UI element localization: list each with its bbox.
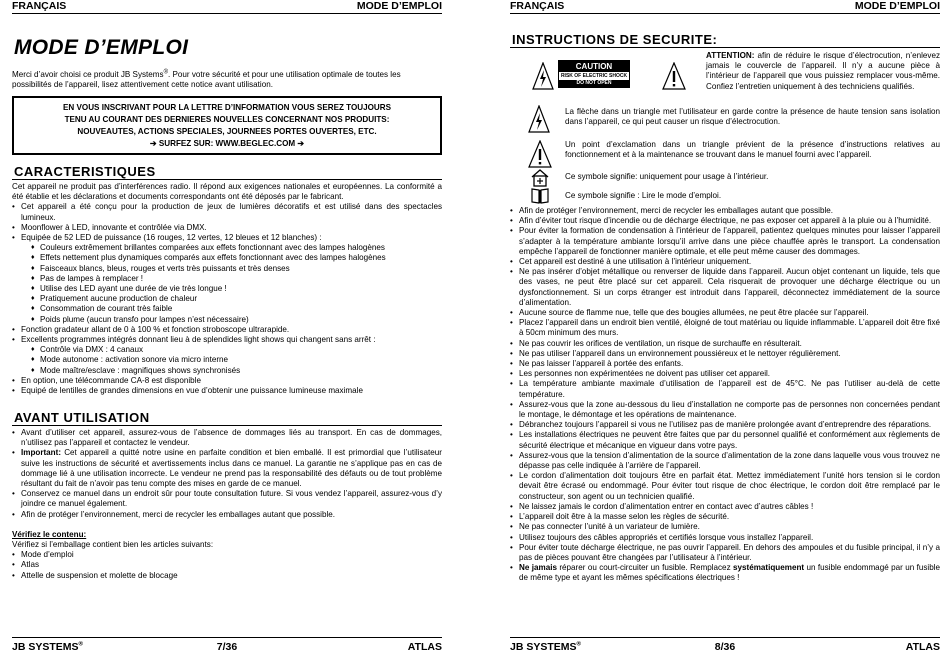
newsletter-link[interactable]: ➔ SURFEZ SUR: WWW.BEGLEC.COM ➔ [149,139,305,148]
characteristics-paragraph: Cet appareil ne produit pas d’interférences radio. Il répond aux exigences nationales et européennes. La conformité a été établie et les déclarations et documents correspondants ont été déposés par le fabricant. [12,182,442,202]
attention-text: ATTENTION: afin de réduire le risque d’électrocution, n’enlevez jamais le couvercle de l’appareil. Il n’y a aucune pièce à l’intérieur de l’appareil que vous puissiez remplacer vous-même. Confiez l’entretien uniquement à des techniciens qualifiés. [706,51,940,91]
footer-model: ATLAS [407,641,442,653]
before-use-body [12,428,442,581]
sub-item: ♦ Couleurs extrêmement brillantes comparées aux effets fonctionnant avec des lampes halogènes [31,243,442,253]
footer-rule [510,637,940,638]
safety-list [510,206,940,584]
header-title: MODE D’EMPLOI [854,0,940,12]
list-item: • En option, une télécommande CA-8 est disponible [12,376,442,386]
sub-item: ♦ Pratiquement aucune production de chaleur [31,294,442,304]
section-rule [510,47,940,48]
list-item: • L’appareil doit être à la masse selon les règles de sécurité. [510,512,940,522]
list-item: • Les installations électriques ne peuvent être faites que par du personnel qualifié et conformément aux règlements de sécurité électrique et mécanique en vigueur dans votre pays. [510,430,940,450]
footer-rule [12,637,442,638]
list-item: • Ne laissez jamais le cordon d’alimentation entrer en contact avec d’autres câbles ! [510,502,940,512]
list-item: • Cet appareil est destiné à une utilisation à l’intérieur uniquement. [510,257,940,267]
list-item: • Afin de protéger l’environnement, merci de recycler les emballages autant que possible. [510,206,940,216]
list-item: • Ne pas couvrir les orifices de ventilation, un risque de surchauffe en résulterait. [510,339,940,349]
check-contents-intro: Vérifiez si l’emballage contient bien les articles suivants: [12,540,214,550]
list-item: • Attelle de suspension et molette de blocage [12,571,442,581]
lightning-triangle-icon [528,105,550,133]
list-item: • Pour éviter toute décharge électrique, ne pas ouvrir l’appareil. En dehors des ampoules et du fusible principal, il n’y a pas de pièces pouvant être changées par l’utilisateur à l’intérieur. [510,543,940,563]
list-item: • Afin d’éviter tout risque d’incendie ou de décharge électrique, ne pas exposer cet appareil à la pluie ou à l’humidité. [510,216,940,226]
sub-item: ♦ Mode maître/esclave : magnifiques shows synchronisés [31,366,442,376]
characteristics-list [12,202,442,396]
sub-item: ♦ Faisceaux blancs, bleus, rouges et verts très puissants et très denses [31,264,442,274]
page-footer [510,641,940,654]
header-language: FRANÇAIS [510,0,565,12]
sub-item: ♦ Poids plume (aucun transfo pour lampes n’est nécessaire) [31,315,442,325]
list-item: • Utilisez toujours des câbles appropriés et certifiés lorsque vous installez l’appareil. [510,533,940,543]
list-item: • Ne pas utiliser l’appareil dans un environnement poussiéreux et le nettoyer régulièrement. [510,349,940,359]
check-contents-title: Vérifiez le contenu: [12,529,87,539]
list-item: • Cet appareil a été conçu pour la production de jeux de lumières décoratifs et est utilisé dans des spectacles lumineux. [12,202,442,222]
list-item: • Excellents programmes intégrés donnant lieu à de splendides light shows qui changent sans arrêt : ♦ Contrôle via DMX : 4 canaux ♦ Mode autonome : activation sonore via micro interne ♦ Mode maître/esclave : magnifiques shows synchronisés [12,335,442,376]
footer-page-number: 7/36 [216,641,238,653]
list-item: • Ne pas connecter l’unité à un variateur de lumière. [510,522,940,532]
sub-item: ♦ Consommation de courant très faible [31,304,442,314]
list-item: • Equipé de lentilles de grandes dimensions en vue d’obtenir une puissance lumineuse maximale [12,386,442,396]
list-item: • Atlas [12,560,442,570]
list-item: • Important: Cet appareil a quitté notre usine en parfaite condition et bien emballé. Il est primordial que l’utilisateur suive les instructions de sécurité et avertissements inclus dans ce manuel. La garantie ne s’applique pas en cas de dommage lié à une utilisation incorrecte. Le vendeur ne prend pas la responsabilité des défauts ou de tout problème résultant du fait de n’avoir pas tenu compte des mises en garde de ce manuel. [12,448,442,489]
characteristics-body [12,182,442,396]
list-item: • La température ambiante maximale d’utilisation de l’appareil est de 45°C. Ne pas l’utiliser au-delà de cette température. [510,379,940,399]
exclamation-triangle-icon [528,140,552,168]
list-item: • Ne jamais réparer ou court-circuiter un fusible. Remplacez systématiquement un fusible endommagé par un fusible de même type et ayant les mêmes spécifications électriques ! [510,563,940,583]
indoor-use-icon [530,168,550,188]
section-rule [12,179,442,180]
page-right [510,0,940,654]
lightning-triangle-icon [532,62,554,90]
list-item: • Mode d’emploi [12,550,442,560]
sub-item: ♦ Mode autonome : activation sonore via micro interne [31,355,442,365]
header-title: MODE D’EMPLOI [356,0,442,12]
header-language: FRANÇAIS [12,0,67,12]
section-heading-safety: INSTRUCTIONS DE SECURITE: [512,32,718,47]
section-rule [12,425,442,426]
footer-page-number: 8/36 [714,641,736,653]
list-item: • Ne pas insérer d’objet métallique ou renverser de liquide dans l’appareil. Aucun objet contenant un liquide, tels que des vases, ne peut être placé sur cet appareil. Cela risquerait de provoquer une décharge électrique ou un dysfonctionnement. Si un corps étranger est introduit dans l’appareil, déconnectez immédiatement de la source d’alimentation. [510,267,940,308]
list-item: • Pour éviter la formation de condensation à l’intérieur de l’appareil, patientez quelques minutes pour laisser l’appareil s’adapter à la température ambiante lorsqu’il arrive dans une pièce chauffée après le transport. La condensation empêche l’appareil de fonctionner manière optimale, et elle peut même causer des dommages. [510,226,940,257]
header-rule [510,13,940,14]
list-item: • Assurez-vous que la tension d’alimentation de la source d’alimentation de la zone dans laquelle vous vous trouvez ne dépasse pas celle indiquée à l’arrière de l’appareil. [510,451,940,471]
footer-brand: JB SYSTEMS® [12,641,83,653]
list-item: • Le cordon d’alimentation doit toujours être en parfait état. Mettez immédiatement l’unité hors tension si le cordon devait être écrasé ou endommagé. Pour éviter tout risque de choc électrique, le cordon doit être remplacé par le constructeur, son agent ou un technicien qualifié. [510,471,940,502]
safety-instructions [510,206,940,584]
sub-item: ♦ Utilise des LED ayant une durée de vie très longue ! [31,284,442,294]
indoor-description: Ce symbole signifie: uniquement pour usage à l’intérieur. [565,172,769,181]
footer-brand: JB SYSTEMS® [510,641,581,653]
list-item: • Fonction gradateur allant de 0 à 100 % et fonction stroboscope ultrarapide. [12,325,442,335]
list-item: • Avant d’utiliser cet appareil, assurez-vous de l’absence de dommages liés au transport. En cas de dommages, n’utilisez pas l’appareil et contactez le vendeur. [12,428,442,448]
list-item: • Aucune source de flamme nue, telle que des bougies allumées, ne peut être placée sur l’appareil. [510,308,940,318]
intro-paragraph: Merci d’avoir choisi ce produit JB Systems®. Pour votre sécurité et pour une utilisation optimale de toutes les possibilités de l’appareil, lisez attentivement cette notice avant utilisation. [12,69,401,90]
sub-item: ♦ Pas de lampes à remplacer ! [31,274,442,284]
page-header [510,0,940,14]
page-header [12,0,442,14]
list-item: • Débranchez toujours l’appareil si vous ne l’utilisez pas de manière prolongée avant d’entreprendre des réparations. [510,420,940,430]
before-use-list [12,428,442,520]
page-title: MODE D’EMPLOI [14,36,189,59]
list-item: • Placez l’appareil dans un endroit bien ventilé, éloigné de tout matériau ou liquide inflammable. L’appareil doit être fixé à 50cm minimum des murs. [510,318,940,338]
sub-item: ♦ Contrôle via DMX : 4 canaux [31,345,442,355]
header-rule [12,13,442,14]
page-footer [12,641,442,654]
sub-item: ♦ Effets nettement plus dynamiques comparés aux effets fonctionnant avec des lampes halogènes [31,253,442,263]
page-left [12,0,442,654]
read-manual-icon [530,187,550,205]
list-item: • Moonflower à LED, innovante et contrôlée via DMX. [12,223,442,233]
lightning-description: La flèche dans un triangle met l’utilisateur en garde contre la présence de haute tension sans isolation dans l’appareil, ce qui peut causer un risque d’électrocution. [565,107,940,127]
manual-description: Ce symbole signifie : Lire le mode d’emploi. [565,191,722,200]
exclamation-triangle-icon [662,62,686,90]
program-sublist [21,345,442,376]
list-item: • Equipée de 52 LED de puissance (16 rouges, 12 vertes, 12 bleues et 12 blanches) : ♦ Couleurs extrêmement brillantes comparées aux effets fonctionnant avec des lampes halogènes ♦ Effets nettement plus dynamiques comparés aux effets fonctionnant avec des lampes halogènes ♦ Faisceaux blancs, bleus, rouges et verts très puissants et très denses ♦ Pas de lampes à remplacer ! ♦ Utilise des LED ayant une durée de vie très longue ! ♦ Pratiquement aucune production de chaleur ♦ Consommation de courant très faible ♦ Poids plume (aucun transfo pour lampes n’est nécessaire) [12,233,442,325]
contents-list [12,550,442,581]
caution-label: CAUTION RISK OF ELECTRIC SHOCK DO NOT OPEN [558,60,630,88]
list-item: • Afin de protéger l’environnement, merci de recycler les emballages autant que possible. [12,510,442,520]
newsletter-box: EN VOUS INSCRIVANT POUR LA LETTRE D’INFORMATION VOUS SEREZ TOUJOURS TENU AU COURANT DES DERNIERES NOUVELLES CONCERNANT NOS PRODUITS: NOUVEAUTES, ACTIONS SPECIALES, JOURNEES PORTES OUVERTES, ETC. ➔ SURFEZ SUR: WWW.BEGLEC.COM ➔ [12,96,442,155]
list-item: • Assurez-vous que la zone au-dessous du lieu d’installation ne comporte pas de personnes non concernées pendant le montage, le démontage et les opérations de maintenance. [510,400,940,420]
footer-model: ATLAS [905,641,940,653]
list-item: • Conservez ce manuel dans un endroit sûr pour toute consultation future. Si vous vendez l’appareil, assurez-vous d’y joindre ce manuel également. [12,489,442,509]
section-heading-characteristics: CARACTERISTIQUES [14,164,156,179]
exclamation-description: Un point d’exclamation dans un triangle prévient de la présence d’instructions relatives au fonctionnement et à la maintenance se trouvant dans le manuel fourni avec l’appareil. [565,140,940,160]
list-item: • Ne pas laisser l’appareil à portée des enfants. [510,359,940,369]
list-item: • Les personnes non expérimentées ne doivent pas utiliser cet appareil. [510,369,940,379]
led-sublist [21,243,442,325]
section-heading-before-use: AVANT UTILISATION [14,410,150,425]
